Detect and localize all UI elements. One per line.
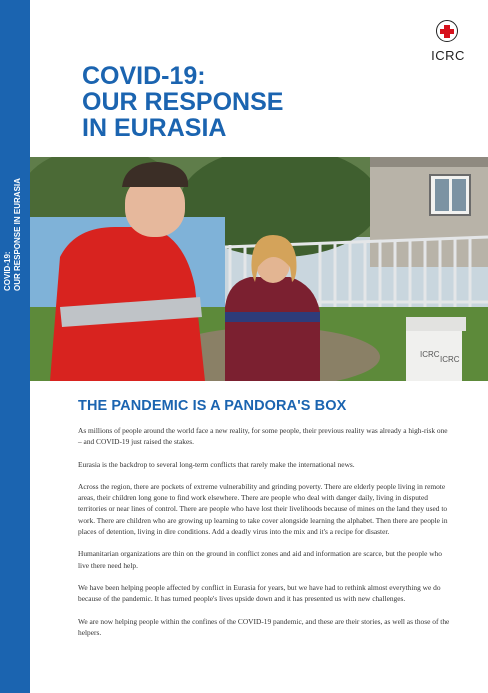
section-heading: THE PANDEMIC IS A PANDORA'S BOX [78,398,347,414]
side-label-line-1: COVID-19: [3,251,12,291]
icrc-logo [428,20,468,70]
title-line-1: COVID-19: [82,62,206,90]
title-line-2: OUR RESPONSE [82,88,284,116]
paragraph-4: Humanitarian organizations are thin on the ground in conflict zones and aid and information are scarce, but the people who live there need help. [78,549,442,570]
side-band [0,0,30,693]
logo-text: ICRC [431,48,465,63]
page-title [82,63,412,141]
cover-photo [30,157,488,381]
paragraph-2: Eurasia is the backdrop to several long-term conflicts that rarely make the international news. [78,459,355,469]
box-label-1: ICRC [420,350,440,359]
paragraph-1: As millions of people around the world face a new reality, for some people, their previous reality was already a high-risk one – and COVID-19 just raised the stakes. [78,426,448,447]
paragraph-6: We are now helping people within the confines of the COVID-19 pandemic, and these are their stories, as well as those of the helpers. [78,616,450,637]
photo-illustration [30,157,488,381]
body-text [78,425,450,649]
paragraph-5: We have been helping people affected by conflict in Eurasia for years, but we have had to rethink almost everything we do because of the pandemic. It has turned people's lives upside down and it has presented us with new challenges. [78,582,441,604]
side-label [2,142,30,292]
box-label-2: ICRC [440,355,460,364]
title-line-3: IN EURASIA [82,114,227,142]
paragraph-3: Across the region, there are pockets of extreme vulnerability and grinding poverty. There are elderly people living in remote areas, their children long gone to find work elsewhere. There are people who deal with danger daily, living in disputed territories or near lines of control. There are people who have lost their livelihoods because of mines on the land they used to work. There are children who are growing up learning to take cover alongside learning the alphabet. Then there are people in places of detention, living in dire conditions. Add a deadly virus into the mix and it's a recipe for disaster. [78,481,448,537]
side-label-line-2: OUR RESPONSE IN EURASIA [13,178,22,291]
